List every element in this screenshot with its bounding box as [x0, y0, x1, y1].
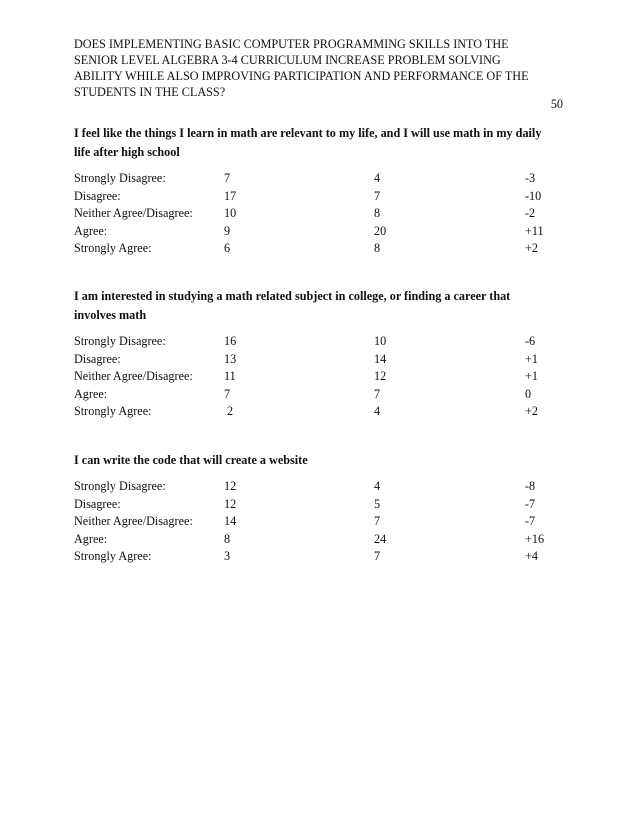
table-row [74, 240, 564, 258]
change-value: -3 [525, 171, 536, 185]
change-value: +1 [525, 351, 538, 366]
response-label: Agree: [74, 223, 108, 238]
running-head-line: STUDENTS IN THE CLASS? [74, 85, 226, 99]
pre-count: 12 [224, 496, 237, 511]
table-row [74, 333, 564, 351]
table-row [74, 548, 564, 566]
post-count: 4 [374, 171, 381, 185]
response-label: Disagree: [74, 496, 121, 511]
change-value: -8 [525, 479, 536, 493]
survey-question [74, 451, 564, 470]
pre-count: 16 [224, 334, 237, 348]
response-table [74, 333, 564, 421]
table-row [74, 170, 564, 188]
change-value: +1 [525, 369, 538, 383]
change-value: +2 [525, 404, 538, 418]
table-row [74, 351, 564, 369]
page-number: 50 [550, 97, 563, 111]
response-table [74, 170, 564, 258]
post-count: 8 [374, 206, 381, 220]
change-value: -6 [525, 334, 536, 348]
pre-count: 9 [224, 223, 231, 238]
running-head-line: DOES IMPLEMENTING BASIC COMPUTER PROGRAMMING SKILLS INTO THE [74, 37, 509, 51]
response-table [74, 478, 564, 566]
change-value: +16 [525, 531, 545, 546]
pre-count: 8 [224, 531, 231, 546]
post-count: 4 [374, 404, 381, 418]
question-line: I feel like the things I learn in math are relevant to my life, and I will use math in my daily [74, 126, 542, 140]
post-count: 7 [374, 188, 381, 203]
question-line: I can write the code that will create a website [74, 453, 308, 467]
pre-count: 13 [224, 351, 237, 366]
survey-section-career-interest [74, 287, 564, 421]
response-label: Strongly Disagree: [74, 334, 166, 348]
survey-section-website-code [74, 451, 564, 566]
post-count: 7 [374, 386, 381, 401]
change-value: -2 [525, 206, 536, 220]
response-label: Disagree: [74, 188, 121, 203]
pre-count: 11 [224, 369, 236, 383]
response-label: Neither Agree/Disagree: [74, 514, 193, 528]
table-row [74, 403, 564, 421]
post-count: 14 [374, 351, 387, 366]
pre-count: 3 [224, 549, 231, 563]
pre-count: 6 [224, 241, 231, 255]
table-row [74, 205, 564, 223]
survey-section-relevance [74, 124, 564, 258]
table-row [74, 496, 564, 514]
table-row [74, 188, 564, 206]
change-value: +2 [525, 241, 538, 255]
survey-question [74, 124, 564, 162]
survey-question [74, 287, 564, 325]
post-count: 5 [374, 496, 381, 511]
running-head-line: ABILITY WHILE ALSO IMPROVING PARTICIPATION AND PERFORMANCE OF THE [74, 69, 529, 83]
pre-count: 14 [224, 514, 237, 528]
post-count: 24 [374, 531, 387, 546]
post-count: 7 [374, 514, 381, 528]
table-row [74, 513, 564, 531]
post-count: 8 [374, 241, 381, 255]
pre-count: 7 [224, 171, 231, 185]
change-value: 0 [525, 386, 532, 401]
response-label: Strongly Disagree: [74, 479, 166, 493]
running-head-line: SENIOR LEVEL ALGEBRA 3-4 CURRICULUM INCREASE PROBLEM SOLVING [74, 53, 501, 67]
pre-count: 2 [224, 404, 234, 418]
question-line: involves math [74, 308, 147, 322]
response-label: Disagree: [74, 351, 121, 366]
post-count: 12 [374, 369, 387, 383]
response-label: Strongly Disagree: [74, 171, 166, 185]
post-count: 7 [374, 549, 381, 563]
pre-count: 17 [224, 188, 237, 203]
change-value: -7 [525, 496, 536, 511]
change-value: +4 [525, 549, 538, 563]
response-label: Strongly Agree: [74, 404, 152, 418]
change-value: +11 [525, 223, 544, 238]
pre-count: 12 [224, 479, 237, 493]
pre-count: 7 [224, 386, 231, 401]
post-count: 20 [374, 223, 387, 238]
response-label: Strongly Agree: [74, 549, 152, 563]
table-row [74, 478, 564, 496]
running-head [74, 36, 554, 100]
table-row [74, 223, 564, 241]
post-count: 10 [374, 334, 387, 348]
post-count: 4 [374, 479, 381, 493]
change-value: -10 [525, 188, 542, 203]
response-label: Strongly Agree: [74, 241, 152, 255]
table-row [74, 531, 564, 549]
response-label: Neither Agree/Disagree: [74, 369, 193, 383]
table-row [74, 386, 564, 404]
pre-count: 10 [224, 206, 237, 220]
question-line: I am interested in studying a math related subject in college, or finding a career that [74, 289, 511, 303]
table-row [74, 368, 564, 386]
question-line: life after high school [74, 145, 180, 159]
change-value: -7 [525, 514, 536, 528]
response-label: Agree: [74, 386, 108, 401]
response-label: Neither Agree/Disagree: [74, 206, 193, 220]
response-label: Agree: [74, 531, 108, 546]
